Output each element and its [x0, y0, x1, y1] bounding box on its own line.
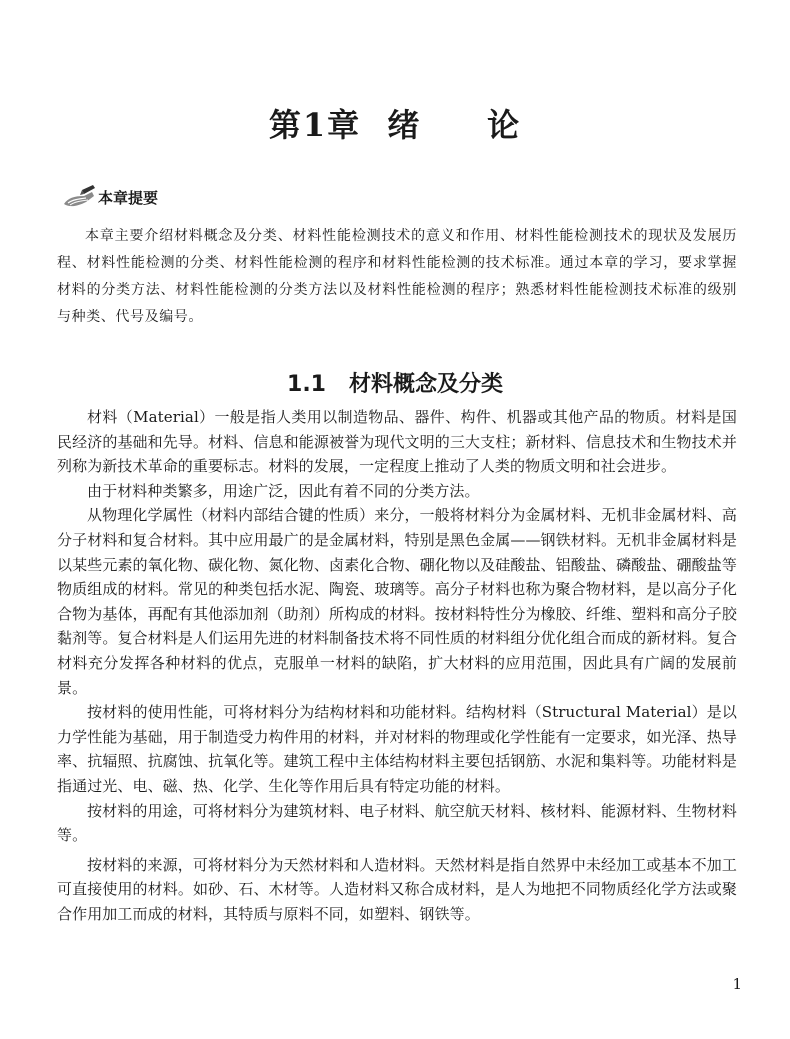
- chapter-summary-text: 本章主要介绍材料概念及分类、材料性能检测技术的意义和作用、材料性能检测技术的现状及发展历程、材料性能检测的分类、材料性能检测的程序和材料性能检测的技术标准。通过本章的学习，要求掌握材料的分类方法、材料性能检测的分类方法以及材料性能检测的程序；熟悉材料性能检测技术标准的级别与种类、代号及编号。: [57, 228, 737, 325]
- section-body: [57, 405, 737, 926]
- pen-icon: [62, 184, 96, 210]
- paragraph-classification-intro: 由于材料种类繁多，用途广泛，因此有着不同的分类方法。: [87, 481, 480, 500]
- chapter-summary-label: 本章提要: [98, 188, 159, 207]
- paragraph-usage-performance: 按材料的使用性能，可将材料分为结构材料和功能材料。结构材料（Structural Material）是以力学性能为基础，用于制造受力构件用的材料，并对材料的物理或化学性能有一定要求，如光泽、热导率、抗辐照、抗腐蚀、抗氧化等。建筑工程中主体结构材料主要包括钢筋、水泥和集料等。功能材料是指通过光、电、磁、热、化学、生化等作用后具有特定功能的材料。: [57, 703, 737, 795]
- page-number: 1: [732, 975, 742, 993]
- chapter-title: 第1章 绪 论: [268, 106, 522, 145]
- section-title: 1.1 材料概念及分类: [287, 372, 503, 398]
- paragraph-application: 按材料的用途，可将材料分为建筑材料、电子材料、航空航天材料、核材料、能源材料、生物材料等。: [57, 801, 737, 845]
- paragraph-material-definition: 材料（Material）一般是指人类用以制造物品、器件、构件、机器或其他产品的物质。材料是国民经济的基础和先导。材料、信息和能源被誉为现代文明的三大支柱；新材料、信息技术和生物技术并列称为新技术革命的重要标志。材料的发展，一定程度上推动了人类的物质文明和社会进步。: [57, 408, 737, 476]
- paragraph-source: 按材料的来源，可将材料分为天然材料和人造材料。天然材料是指自然界中未经加工或基本不加工可直接使用的材料。如砂、石、木材等。人造材料又称合成材料，是人为地把不同物质经化学方法或聚合作用加工而成的材料，其特质与原料不同，如塑料、钢铁等。: [57, 855, 737, 923]
- chapter-summary-header: [62, 184, 158, 210]
- paragraph-physicochemical: 从物理化学属性（材料内部结合键的性质）来分，一般将材料分为金属材料、无机非金属材料、高分子材料和复合材料。其中应用最广的是金属材料，特别是黑色金属——钢铁材料。无机非金属材料是以某些元素的氧化物、碳化物、氮化物、卤素化合物、硼化物以及硅酸盐、铝酸盐、磷酸盐、硼酸盐等物质组成的材料。常见的种类包括水泥、陶瓷、玻璃等。高分子材料也称为聚合物材料，是以高分子化合物为基体，再配有其他添加剂（助剂）所构成的材料。按材料特性分为橡胶、纤维、塑料和高分子胶黏剂等。复合材料是人们运用先进的材料制备技术将不同性质的材料组分优化组合而成的新材料。复合材料充分发挥各种材料的优点，克服单一材料的缺陷，扩大材料的应用范围，因此具有广阔的发展前景。: [57, 506, 737, 697]
